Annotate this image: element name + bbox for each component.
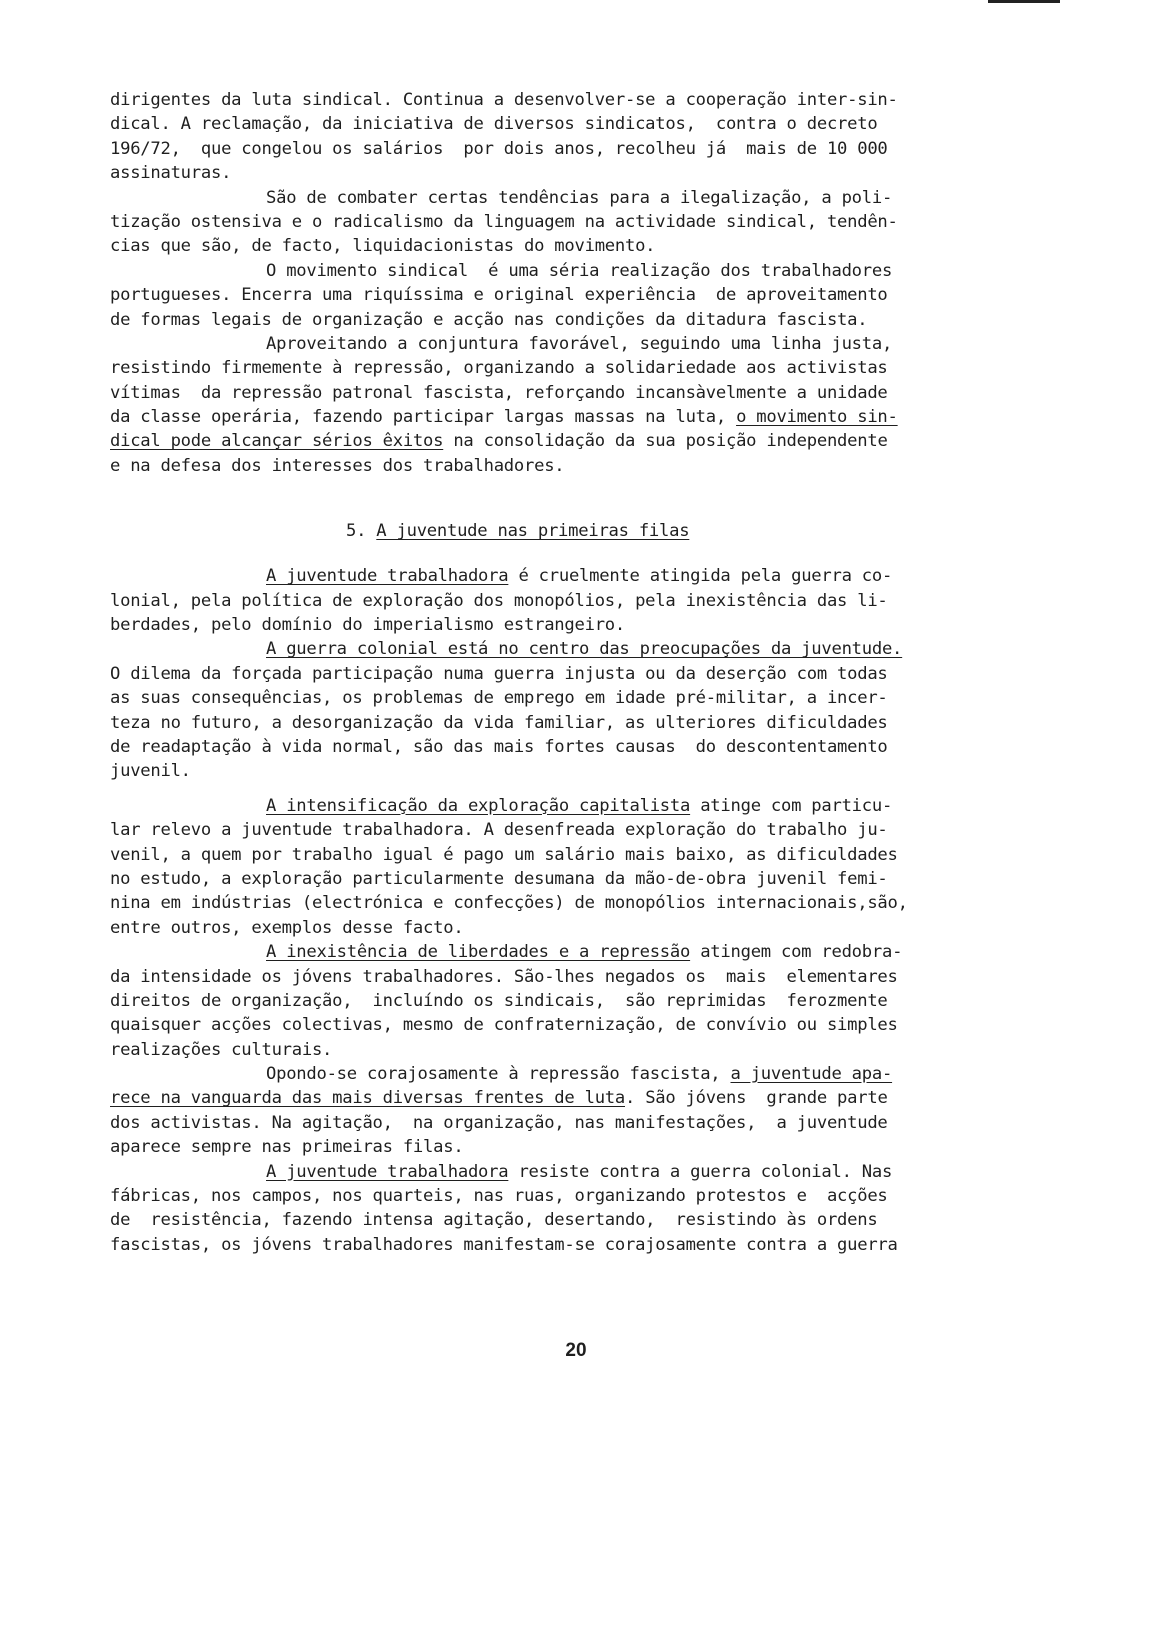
text-line: 196/72, que congelou os salários por dois anos, recolheu já mais de 10 000: [110, 138, 888, 159]
text-line: realizações culturais.: [110, 1039, 333, 1060]
text-line: vítimas da repressão patronal fascista, reforçando incansàvelmente a unidade: [110, 382, 888, 403]
text-line: no estudo, a exploração particularmente desumana da mão-de-obra juvenil femi-: [110, 868, 888, 889]
text-line: Aproveitando a conjuntura favorável, seguindo uma linha justa,: [266, 333, 893, 354]
section-number: 5.: [346, 521, 377, 542]
paragraph-exploitation: [110, 794, 970, 940]
text-line: direitos de organização, incluíndo os sindicais, são reprimidas ferozmente: [110, 990, 888, 1011]
text-line: [110, 1062, 970, 1086]
text-line: de resistência, fazendo intensa agitação, desertando, resistindo às ordens: [110, 1210, 878, 1231]
text-segment: atinge com particu-: [690, 795, 893, 816]
text-line: [110, 1160, 970, 1184]
text-line: quaisquer acções colectivas, mesmo de confraternização, de convívio ou simples: [110, 1015, 898, 1036]
underlined-phrase: A juventude trabalhadora: [266, 1161, 509, 1182]
text-segment: Opondo-se corajosamente à repressão fascista,: [266, 1064, 731, 1085]
text-line: lar relevo a juventude trabalhadora. A desenfreada exploração do trabalho ju-: [110, 820, 888, 841]
text-line: São de combater certas tendências para a ilegalização, a poli-: [266, 187, 893, 208]
text-line: teza no futuro, a desorganização da vida familiar, as ulteriores dificuldades: [110, 712, 888, 733]
text-line: [110, 794, 970, 818]
document-page: [110, 88, 970, 1257]
text-line: fábricas, nos campos, nos quarteis, nas ruas, organizando protestos e acções: [110, 1186, 888, 1207]
text-line: venil, a quem por trabalho igual é pago um salário mais baixo, as dificuldades: [110, 844, 898, 865]
text-line: [110, 405, 970, 429]
text-line: dical. A reclamação, da iniciativa de diversos sindicatos, contra o decreto: [110, 114, 878, 135]
text-line: lonial, pela política de exploração dos monopólios, pela inexistência das li-: [110, 590, 888, 611]
text-line: e na defesa dos interesses dos trabalhadores.: [110, 455, 565, 476]
text-line: fascistas, os jóvens trabalhadores manifestam-se corajosamente contra a guerra: [110, 1234, 898, 1255]
text-segment: é cruelmente atingida pela guerra co-: [508, 566, 893, 587]
paragraph-tendencies: [110, 186, 970, 259]
section-heading: [110, 518, 970, 544]
text-line: entre outros, exemplos desse facto.: [110, 917, 464, 938]
text-segment: da classe operária, fazendo participar largas massas na luta,: [110, 407, 737, 428]
text-line: dirigentes da luta sindical. Continua a desenvolver-se a cooperação inter-sin-: [110, 90, 898, 110]
text-line: juvenil.: [110, 761, 191, 782]
top-edge-mark: [988, 0, 1060, 3]
text-line: aparece sempre nas primeiras filas.: [110, 1137, 464, 1158]
text-segment: na consolidação da sua posição independente: [443, 431, 888, 452]
text-segment: . São jóvens grande parte: [625, 1088, 888, 1109]
paragraph-colonial-war: [110, 637, 970, 783]
text-line: cias que são, de facto, liquidacionistas do movimento.: [110, 236, 656, 257]
text-line: [110, 564, 970, 588]
text-line: tização ostensiva e o radicalismo da linguagem na actividade sindical, tendên-: [110, 211, 898, 232]
text-line: de readaptação à vida normal, são das mais fortes causas do descontentamento: [110, 736, 888, 757]
text-segment: resiste contra a guerra colonial. Nas: [508, 1161, 893, 1182]
underlined-phrase: A intensificação da exploração capitalista: [266, 795, 691, 816]
paragraph-continuation: [110, 88, 970, 186]
paragraph-resistance: [110, 1160, 970, 1258]
text-line: assinaturas.: [110, 163, 232, 184]
text-line: nina em indústrias (electrónica e confecções) de monopólios internacionais,são,: [110, 893, 908, 914]
underlined-phrase: A inexistência de liberdades e a repressão: [266, 942, 691, 963]
section-title: A juventude nas primeiras filas: [376, 521, 690, 542]
text-line: berdades, pelo domínio do imperialismo estrangeiro.: [110, 615, 625, 636]
underlined-phrase: A guerra colonial está no centro das preocupações da juventude.: [266, 639, 903, 660]
paragraph-union-movement: [110, 259, 970, 332]
text-line: da intensidade os jóvens trabalhadores. São-lhes negados os mais elementares: [110, 966, 898, 987]
paragraph-vanguard: [110, 1062, 970, 1160]
text-line: O dilema da forçada participação numa guerra injusta ou da deserção com todas: [110, 663, 888, 684]
paragraph-youth-intro: [110, 564, 970, 637]
text-segment: atingem com redobra-: [690, 942, 903, 963]
text-line: portugueses. Encerra uma riquíssima e original experiência de aproveitamento: [110, 285, 888, 306]
underlined-phrase: a juventude apa-: [730, 1064, 893, 1085]
text-line: dos activistas. Na agitação, na organização, nas manifestações, a juventude: [110, 1112, 888, 1133]
text-line: O movimento sindical é uma séria realização dos trabalhadores: [266, 260, 893, 281]
text-line: [110, 429, 970, 453]
text-line: resistindo firmemente à repressão, organizando a solidariedade aos activistas: [110, 358, 888, 379]
page-number: 20: [565, 1340, 587, 1361]
text-line: as suas consequências, os problemas de emprego em idade pré-militar, a incer-: [110, 688, 888, 709]
paragraph-repression: [110, 940, 970, 1062]
text-line: [110, 940, 970, 964]
text-line: de formas legais de organização e acção nas condições da ditadura fascista.: [110, 309, 868, 330]
underlined-phrase: o movimento sin-: [736, 407, 898, 428]
text-line: [110, 1086, 970, 1110]
underlined-phrase: A juventude trabalhadora: [266, 566, 509, 587]
paragraph-conjuncture: [110, 332, 970, 478]
text-line: [110, 637, 970, 661]
underlined-phrase: rece na vanguarda das mais diversas frentes de luta: [110, 1088, 625, 1109]
underlined-phrase: dical pode alcançar sérios êxitos: [110, 431, 444, 452]
